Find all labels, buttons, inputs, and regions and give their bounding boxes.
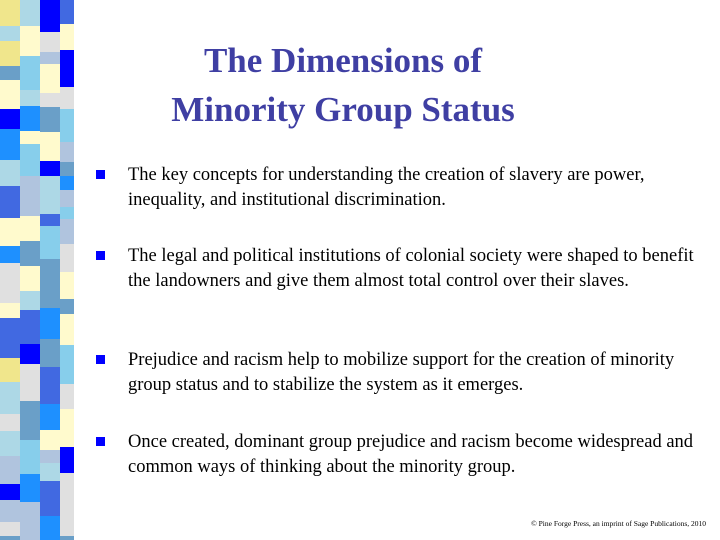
stripe-block: [20, 291, 40, 310]
stripe-block: [40, 308, 60, 325]
stripe-block: [20, 131, 40, 144]
stripe-block: [0, 318, 20, 358]
stripe-block: [40, 450, 60, 463]
stripe-block: [40, 325, 60, 339]
stripe-block: [60, 447, 74, 473]
stripe-block: [40, 463, 60, 481]
stripe-block: [20, 90, 40, 106]
square-bullet-icon: [96, 355, 105, 364]
square-bullet-icon: [96, 437, 105, 446]
title-line-1: The Dimensions of: [203, 41, 483, 80]
stripe-block: [60, 109, 74, 142]
stripe-block: [0, 160, 20, 186]
stripe-block: [0, 536, 20, 540]
stripe-block: [40, 430, 60, 450]
stripe-block: [40, 290, 60, 308]
stripe-block: [0, 522, 20, 536]
stripe-block: [60, 219, 74, 244]
stripe-block: [60, 50, 74, 62]
stripe-block: [20, 344, 40, 364]
stripe-block: [0, 303, 20, 318]
stripe-block: [20, 310, 40, 344]
stripe-block: [20, 502, 40, 523]
stripe-block: [0, 484, 20, 500]
stripe-block: [20, 56, 40, 90]
stripe-block: [0, 500, 20, 522]
stripe-block: [60, 207, 74, 219]
bullet-text: Once created, dominant group prejudice and racism become widespread and common ways of thinking about the minority group.: [128, 432, 694, 477]
stripe-block: [40, 226, 60, 259]
stripe-block: [40, 339, 60, 367]
stripe-block: [40, 367, 60, 404]
stripe-block: [40, 516, 60, 532]
stripe-block: [0, 414, 20, 431]
stripe-block: [60, 409, 74, 447]
stripe-block: [60, 272, 74, 299]
bullet-text: The legal and political institutions of colonial society were shaped to benefit the landowners and give them almost total control over their slaves.: [128, 246, 694, 291]
stripe-block: [20, 440, 40, 474]
stripe-block: [60, 162, 74, 176]
stripe-block: [0, 382, 20, 414]
stripe-block: [20, 106, 40, 131]
stripe-block: [60, 142, 74, 162]
slide-title: [80, 36, 606, 134]
stripe-block: [60, 0, 74, 24]
stripe-block: [20, 474, 40, 502]
stripe-block: [20, 241, 40, 266]
stripe-block: [40, 52, 60, 64]
stripe-block: [20, 266, 40, 291]
stripe-block: [0, 358, 20, 382]
stripe-block: [20, 0, 40, 26]
stripe-block: [0, 218, 20, 246]
stripe-block: [20, 26, 40, 56]
stripe-block: [40, 214, 60, 226]
stripe-block: [0, 246, 20, 263]
stripe-block: [60, 176, 74, 190]
stripe-block: [60, 314, 74, 345]
stripe-block: [60, 473, 74, 508]
stripe-block: [60, 299, 74, 314]
stripe-block: [40, 161, 60, 176]
bullet-text: Prejudice and racism help to mobilize support for the creation of minority group status and to stabilize the system as it emerges.: [128, 350, 675, 395]
stripe-block: [60, 244, 74, 272]
stripe-block: [0, 431, 20, 456]
copyright-footer: © Pine Forge Press, an imprint of Sage Publications, 2010: [531, 519, 706, 528]
stripe-block: [40, 132, 60, 161]
stripe-block: [20, 176, 40, 216]
stripe-block: [60, 345, 74, 384]
stripe-block: [40, 176, 60, 214]
stripe-block: [0, 66, 20, 80]
stripe-block: [20, 523, 40, 540]
stripe-block: [40, 532, 60, 540]
stripe-block: [60, 536, 74, 540]
stripe-block: [40, 0, 60, 32]
stripe-block: [0, 80, 20, 109]
stripe-block: [40, 93, 60, 107]
stripe-block: [40, 404, 60, 430]
bullet-text: The key concepts for understanding the creation of slavery are power, inequality, and institutional discrimination.: [128, 165, 645, 210]
stripe-block: [60, 24, 74, 50]
square-bullet-icon: [96, 170, 105, 179]
title-line-2: Minority Group Status: [171, 90, 515, 129]
stripe-block: [40, 107, 60, 132]
decorative-stripe: [0, 0, 80, 540]
stripe-block: [0, 129, 20, 160]
stripe-block: [0, 41, 20, 66]
stripe-block: [60, 508, 74, 536]
stripe-block: [40, 481, 60, 516]
stripe-block: [40, 32, 60, 52]
stripe-block: [60, 62, 74, 87]
stripe-block: [40, 64, 60, 93]
stripe-block: [0, 186, 20, 218]
stripe-block: [0, 26, 20, 41]
stripe-block: [0, 109, 20, 129]
stripe-block: [0, 456, 20, 484]
stripe-block: [60, 384, 74, 409]
stripe-block: [20, 144, 40, 176]
stripe-block: [0, 0, 20, 26]
stripe-block: [60, 87, 74, 109]
stripe-block: [20, 401, 40, 440]
stripe-block: [0, 263, 20, 303]
square-bullet-icon: [96, 251, 105, 260]
stripe-block: [20, 216, 40, 241]
stripe-block: [20, 364, 40, 401]
stripe-block: [40, 259, 60, 290]
stripe-block: [60, 190, 74, 207]
